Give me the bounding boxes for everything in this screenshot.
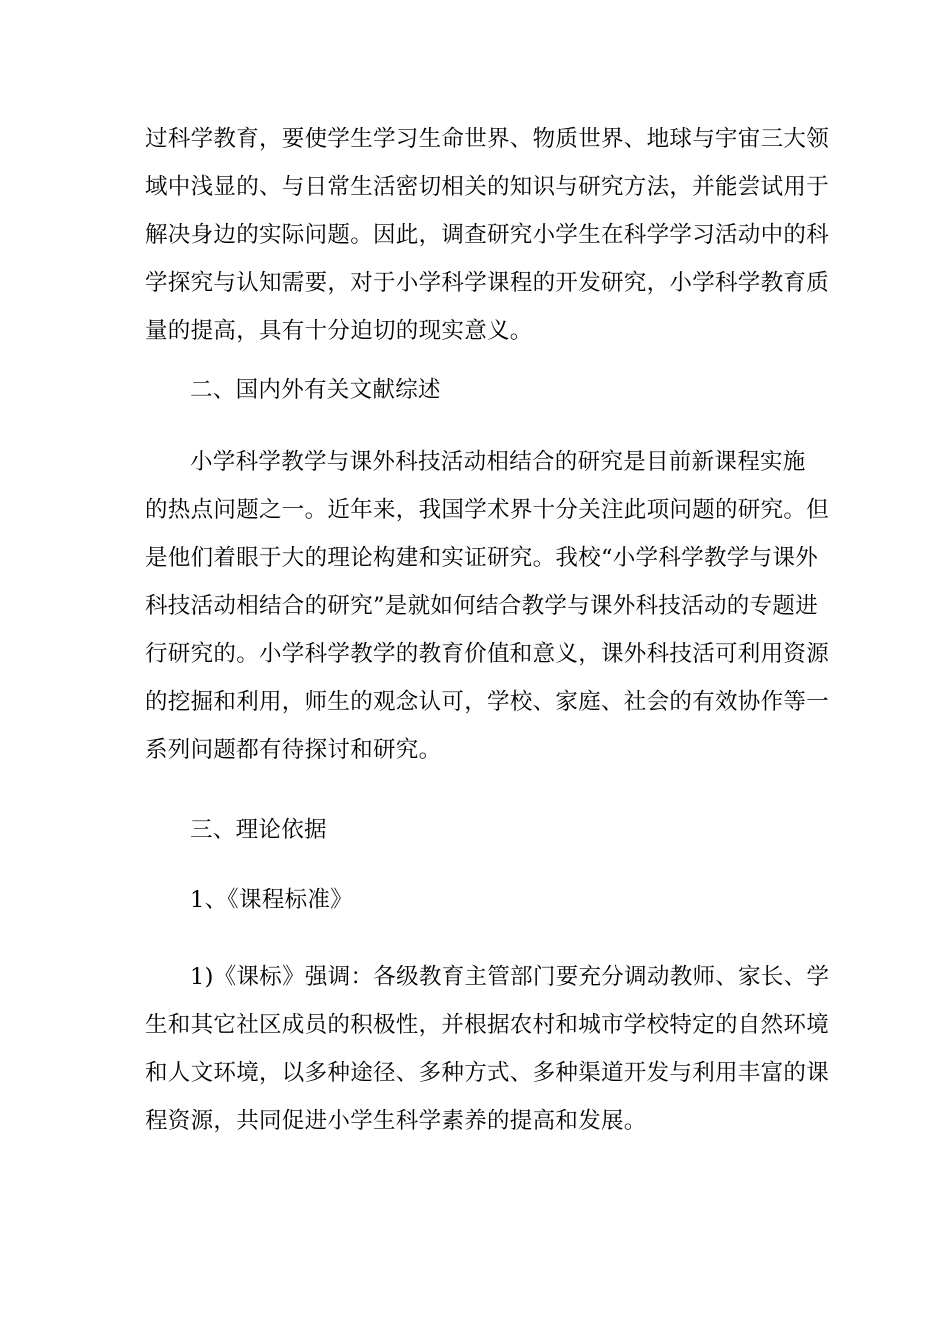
- subheading-curriculum-standard: [145, 876, 807, 924]
- paragraph-line: 生和其它社区成员的积极性，并根据农村和城市学校特定的自然环境: [145, 1012, 830, 1038]
- section-heading-literature-review: [145, 366, 807, 414]
- paragraph-line: 量的提高，具有十分迫切的现实意义。: [145, 318, 533, 344]
- paragraph-line: 程资源，共同促进小学生科学素养的提高和发展。: [145, 1108, 647, 1134]
- paragraph-line: 科技活动相结合的研究”是就如何结合教学与课外科技活动的专题进: [145, 593, 819, 619]
- paragraph-line: 学探究与认知需要，对于小学科学课程的开发研究，小学科学教育质: [145, 270, 830, 296]
- paragraph-line: 和人文环境，以多种途径、多种方式、多种渠道开发与利用丰富的课: [145, 1060, 830, 1086]
- paragraph-line: 解决身边的实际问题。因此，调查研究小学生在科学学习活动中的科: [145, 222, 830, 248]
- paragraph-line: 的挖掘和利用，师生的观念认可，学校、家庭、社会的有效协作等一: [145, 689, 830, 715]
- paragraph-intro: [145, 115, 830, 355]
- paragraph-literature-review: [145, 438, 830, 774]
- paragraph-line: 小学科学教学与课外科技活动相结合的研究是目前新课程实施: [190, 449, 806, 475]
- paragraph-line: 1)《课标》强调：各级教育主管部门要充分调动教师、家长、学: [190, 964, 830, 990]
- paragraph-line: 行研究的。小学科学教学的教育价值和意义，课外科技活可利用资源: [145, 641, 830, 667]
- subheading-text: 1、《课程标准》: [190, 887, 353, 913]
- paragraph-line: 系列问题都有待探讨和研究。: [145, 737, 442, 763]
- heading-text: 三、理论依据: [190, 817, 327, 843]
- section-heading-theory: [145, 806, 807, 854]
- heading-text: 二、国内外有关文献综述: [190, 377, 441, 403]
- paragraph-curriculum-standard: [145, 953, 830, 1145]
- paragraph-line: 是他们着眼于大的理论构建和实证研究。我校“小学科学教学与课外: [145, 545, 819, 571]
- paragraph-line: 域中浅显的、与日常生活密切相关的知识与研究方法，并能尝试用于: [145, 174, 830, 200]
- paragraph-line: 过科学教育，要使学生学习生命世界、物质世界、地球与宇宙三大领: [145, 126, 830, 152]
- paragraph-line: 的热点问题之一。近年来，我国学术界十分关注此项问题的研究。但: [145, 497, 830, 523]
